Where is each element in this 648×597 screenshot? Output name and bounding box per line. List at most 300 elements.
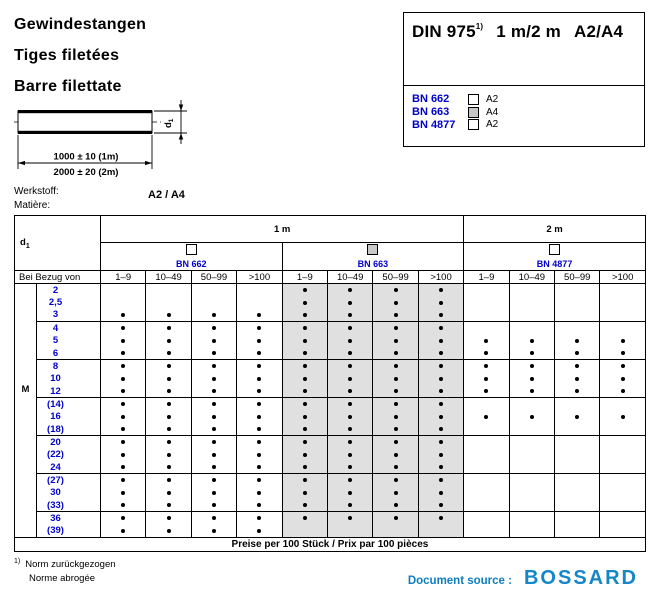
quantity-range-header: 1–9 [282,271,327,284]
availability-cell [191,296,236,309]
availability-dot-icon [439,465,443,469]
size-row [15,360,646,373]
availability-cell [237,309,282,322]
availability-dot-icon [394,339,398,343]
size-row [15,385,646,398]
availability-cell [600,474,645,487]
availability-cell [328,525,373,538]
availability-cell [191,525,236,538]
availability-cell [418,525,463,538]
availability-cell [464,334,509,347]
availability-dot-icon [257,364,261,368]
size-row [15,525,646,538]
availability-dot-icon [394,503,398,507]
availability-cell [555,487,600,500]
size-row [15,487,646,500]
availability-cell [282,525,327,538]
availability-cell [600,499,645,512]
length-header-row [15,216,646,243]
size-row [15,284,646,297]
quantity-range-header: 1–9 [101,271,146,284]
availability-dot-icon [121,503,125,507]
rod-top-edge [18,110,152,113]
quantity-range-header: 50–99 [373,271,418,284]
d1-dimension-label: $d_1$ [163,118,175,128]
availability-cell [328,372,373,385]
size-label: 10 [37,372,101,385]
d1-header-cell: $d_1$ [15,216,101,271]
availability-cell [237,512,282,525]
footnote-line-fr: Norme abrogée [29,573,96,584]
availability-cell [464,410,509,423]
size-row [15,309,646,322]
bn662-checkbox [468,94,479,105]
availability-cell [555,385,600,398]
availability-cell [146,334,191,347]
availability-cell [464,448,509,461]
availability-cell [101,322,146,335]
availability-cell [600,309,645,322]
quantity-range-header: 10–49 [146,271,191,284]
availability-cell [464,474,509,487]
availability-dot-icon [303,478,307,482]
size-label: (33) [37,499,101,512]
availability-cell [600,296,645,309]
availability-dot-icon [303,301,307,305]
availability-cell [191,474,236,487]
thread-prefix-label: M [15,284,37,538]
availability-cell [101,436,146,449]
availability-cell [101,296,146,309]
availability-dot-icon [257,351,261,355]
availability-dot-icon [257,427,261,431]
availability-cell [282,448,327,461]
availability-dot-icon [212,529,216,533]
availability-cell [237,360,282,373]
availability-cell [373,474,418,487]
size-label: (18) [37,423,101,436]
availability-cell [146,448,191,461]
availability-dot-icon [121,516,125,520]
availability-cell [146,309,191,322]
availability-dot-icon [257,389,261,393]
availability-cell [282,322,327,335]
availability-dot-icon [167,503,171,507]
availability-cell [328,347,373,360]
availability-cell [237,322,282,335]
availability-dot-icon [303,389,307,393]
bn-column-label: BN 663 [357,259,389,269]
size-row [15,461,646,474]
availability-cell [328,448,373,461]
availability-cell [600,423,645,436]
availability-cell [373,499,418,512]
availability-cell [237,296,282,309]
size-row [15,474,646,487]
availability-dot-icon [348,339,352,343]
availability-cell [600,372,645,385]
availability-cell [464,372,509,385]
size-label: 36 [37,512,101,525]
availability-cell [418,296,463,309]
availability-dot-icon [121,465,125,469]
bn-column-label: BN 4877 [536,259,573,269]
availability-cell [464,398,509,411]
availability-dot-icon [167,453,171,457]
availability-dot-icon [439,453,443,457]
availability-cell [328,474,373,487]
size-label: 2 [37,284,101,297]
availability-dot-icon [303,440,307,444]
availability-cell [282,284,327,297]
availability-cell [464,385,509,398]
availability-cell [555,512,600,525]
availability-cell [101,372,146,385]
availability-dot-icon [212,377,216,381]
availability-dot-icon [121,313,125,317]
availability-dot-icon [348,351,352,355]
availability-cell [101,309,146,322]
availability-dot-icon [348,516,352,520]
availability-cell [101,284,146,297]
availability-cell [282,360,327,373]
quantity-row-label: Bei Bezug von [15,271,101,284]
availability-dot-icon [394,313,398,317]
availability-dot-icon [167,465,171,469]
availability-dot-icon [530,364,534,368]
availability-dot-icon [167,326,171,330]
availability-dot-icon [348,389,352,393]
availability-cell [509,322,554,335]
availability-cell [146,360,191,373]
availability-cell [237,372,282,385]
availability-cell [464,461,509,474]
availability-dot-icon [303,427,307,431]
footnote [14,555,116,586]
availability-cell [328,512,373,525]
size-label: (39) [37,525,101,538]
size-label: 30 [37,487,101,500]
availability-dot-icon [348,465,352,469]
size-row [15,398,646,411]
availability-dot-icon [348,288,352,292]
availability-cell [191,499,236,512]
availability-cell [509,448,554,461]
availability-dot-icon [348,415,352,419]
availability-cell [373,296,418,309]
availability-cell [464,309,509,322]
availability-cell [464,499,509,512]
availability-dot-icon [394,453,398,457]
availability-dot-icon [439,313,443,317]
availability-dot-icon [394,288,398,292]
availability-cell [101,487,146,500]
availability-dot-icon [394,491,398,495]
availability-cell [555,372,600,385]
availability-cell [555,322,600,335]
availability-cell [373,360,418,373]
availability-dot-icon [212,491,216,495]
availability-cell [373,372,418,385]
availability-dot-icon [575,389,579,393]
dim-arrow [18,161,25,165]
availability-cell [464,322,509,335]
availability-cell [418,474,463,487]
availability-dot-icon [439,351,443,355]
availability-cell [509,436,554,449]
availability-cell [237,334,282,347]
availability-dot-icon [621,339,625,343]
availability-dot-icon [621,415,625,419]
din-title [404,13,644,42]
availability-cell [464,423,509,436]
material-label-fr: Matière: [14,200,51,211]
availability-cell [509,499,554,512]
availability-dot-icon [394,478,398,482]
availability-cell [373,512,418,525]
availability-dot-icon [167,389,171,393]
size-row [15,410,646,423]
availability-dot-icon [121,453,125,457]
quantity-range-header: >100 [418,271,463,284]
availability-cell [600,487,645,500]
size-label: (22) [37,448,101,461]
bn-variant-row [412,93,645,106]
availability-cell [373,423,418,436]
availability-cell [237,398,282,411]
size-row [15,448,646,461]
availability-dot-icon [439,301,443,305]
availability-dot-icon [167,313,171,317]
availability-dot-icon [348,364,352,368]
availability-cell [191,448,236,461]
availability-cell [509,474,554,487]
availability-cell [191,436,236,449]
availability-cell [146,284,191,297]
availability-dot-icon [439,503,443,507]
availability-cell [600,461,645,474]
availability-dot-icon [257,516,261,520]
length-header-2m: 2 m [464,216,646,243]
availability-cell [101,347,146,360]
availability-cell [146,436,191,449]
size-label: 8 [37,360,101,373]
availability-dot-icon [530,389,534,393]
availability-cell [464,296,509,309]
availability-cell [509,309,554,322]
availability-cell [191,398,236,411]
availability-dot-icon [303,402,307,406]
availability-dot-icon [212,453,216,457]
availability-cell [328,423,373,436]
bn-header-row [15,243,646,271]
availability-dot-icon [212,440,216,444]
availability-cell [418,372,463,385]
availability-dot-icon [121,402,125,406]
length-2m-label: 2000 ± 20 (2m) [53,167,119,178]
availability-cell [373,322,418,335]
bn-material-label: A4 [486,106,499,118]
size-label: 24 [37,461,101,474]
availability-dot-icon [121,491,125,495]
availability-dot-icon [167,415,171,419]
availability-cell [282,372,327,385]
availability-cell [555,448,600,461]
availability-cell [509,410,554,423]
availability-cell [237,499,282,512]
availability-cell [282,410,327,423]
availability-dot-icon [439,389,443,393]
size-row [15,512,646,525]
availability-cell [282,499,327,512]
availability-dot-icon [257,440,261,444]
size-label: 2,5 [37,296,101,309]
availability-dot-icon [303,313,307,317]
availability-dot-icon [394,326,398,330]
availability-cell [191,347,236,360]
availability-cell [101,398,146,411]
availability-dot-icon [484,389,488,393]
availability-cell [237,385,282,398]
availability-dot-icon [121,440,125,444]
availability-cell [555,461,600,474]
availability-cell [146,385,191,398]
availability-cell [555,423,600,436]
availability-cell [418,499,463,512]
availability-cell [101,360,146,373]
availability-cell [464,284,509,297]
availability-cell [373,487,418,500]
availability-cell [282,385,327,398]
availability-dot-icon [348,377,352,381]
availability-dot-icon [484,351,488,355]
availability-cell [101,512,146,525]
availability-cell [418,322,463,335]
availability-dot-icon [621,351,625,355]
page-titles [14,9,146,102]
availability-cell [555,398,600,411]
availability-cell [191,385,236,398]
availability-dot-icon [257,503,261,507]
bossard-logo: BOSSARD [523,567,638,589]
availability-cell [328,309,373,322]
availability-cell [600,347,645,360]
availability-dot-icon [439,364,443,368]
bn-variant-list [403,85,645,147]
availability-dot-icon [212,313,216,317]
availability-cell [237,284,282,297]
availability-dot-icon [439,339,443,343]
availability-cell [237,461,282,474]
quantity-header-row [15,271,646,284]
availability-cell [509,461,554,474]
availability-dot-icon [621,364,625,368]
quantity-range-header: 1–9 [464,271,509,284]
bn-variant-row [412,118,645,131]
availability-cell [509,512,554,525]
availability-dot-icon [394,440,398,444]
availability-dot-icon [575,415,579,419]
availability-cell [418,423,463,436]
availability-cell [328,284,373,297]
availability-dot-icon [212,339,216,343]
din-dimension: 1 m/2 m [496,22,561,41]
availability-dot-icon [348,301,352,305]
availability-dot-icon [394,351,398,355]
availability-cell [146,347,191,360]
availability-cell [373,385,418,398]
availability-cell [146,512,191,525]
availability-dot-icon [121,389,125,393]
availability-cell [282,334,327,347]
availability-dot-icon [212,465,216,469]
availability-cell [555,525,600,538]
availability-cell [282,347,327,360]
availability-dot-icon [439,326,443,330]
bn-number-label: BN 662 [412,93,450,106]
availability-cell [464,512,509,525]
availability-cell [282,398,327,411]
availability-dot-icon [121,364,125,368]
availability-dot-icon [394,465,398,469]
availability-dot-icon [212,415,216,419]
availability-cell [373,347,418,360]
availability-cell [101,385,146,398]
availability-cell [101,499,146,512]
availability-dot-icon [394,402,398,406]
availability-dot-icon [484,339,488,343]
dim-arrow [179,133,183,140]
availability-dot-icon [212,326,216,330]
availability-cell [600,512,645,525]
bn-header-cell [101,243,283,271]
availability-dot-icon [121,326,125,330]
availability-cell [555,296,600,309]
din-designation-box [403,12,645,147]
availability-cell [282,512,327,525]
availability-cell [237,525,282,538]
availability-dot-icon [530,339,534,343]
availability-dot-icon [167,478,171,482]
availability-cell [418,334,463,347]
availability-cell [555,360,600,373]
availability-cell [555,284,600,297]
bn-number-label: BN 663 [412,106,450,119]
availability-cell [328,398,373,411]
availability-dot-icon [212,478,216,482]
availability-cell [555,499,600,512]
availability-cell [509,487,554,500]
size-label: 6 [37,347,101,360]
availability-cell [146,372,191,385]
availability-dot-icon [348,326,352,330]
availability-cell [600,360,645,373]
size-label: 12 [37,385,101,398]
availability-dot-icon [167,491,171,495]
title-french: Tiges filetées [14,47,120,64]
availability-cell [146,499,191,512]
availability-dot-icon [621,377,625,381]
availability-cell [282,296,327,309]
availability-cell [373,398,418,411]
availability-dot-icon [167,529,171,533]
availability-dot-icon [348,427,352,431]
availability-cell [600,385,645,398]
availability-cell [237,487,282,500]
availability-cell [328,436,373,449]
availability-dot-icon [394,415,398,419]
availability-cell [101,334,146,347]
